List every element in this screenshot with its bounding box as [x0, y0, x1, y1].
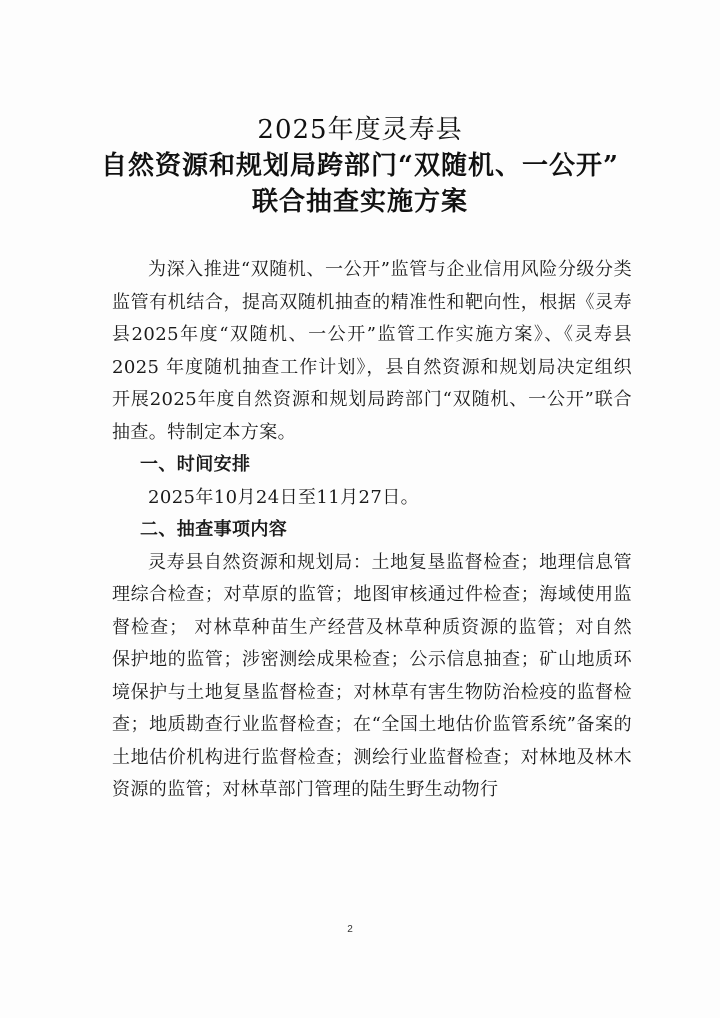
title-line-3: 联合抽查实施方案	[251, 187, 468, 217]
section-1-text: 2025年10月24日至11月27日。	[148, 486, 420, 508]
section-2-text: 灵寿县自然资源和规划局：土地复垦监督检查；地理信息管理综合检查；对草原的监管；地图审核通过件检查；海域使用监督检查； 对林草种苗生产经营及林草种质资源的监管；对自然保护地的监管；涉密测绘成果检查；公示信息抽查；矿山地质环境保护与土地复垦监督检查；对林草有害生物防治检疫的监督检查；地质勘查行业监督检查；在“全国土地估价监管系统”备案的土地估价机构进行监督检查；测绘行业监督检查；对林地及林木资源的监管；对林草部门管理的陆生野生动物行	[112, 551, 632, 800]
section-2-heading: 二、抽查事项内容	[140, 519, 288, 540]
section-1-heading: 一、时间安排	[140, 454, 251, 475]
title-line-1: 2025年度灵寿县	[257, 115, 463, 145]
title-line-2: 自然资源和规划局跨部门“双随机、一公开”	[101, 151, 619, 181]
intro-paragraph: 为深入推进“双随机、一公开”监管与企业信用风险分级分类监管有机结合，提高双随机抽查的精准性和靶向性，根据《灵寿县2025年度“双随机、一公开”监管工作实施方案》、《灵寿县 2025 年度随机抽查工作计划》，县自然资源和规划局决定组织开展2025年度自然资源和规划局跨部门“双随机、一公开”联合抽查。特制定本方案。	[112, 259, 632, 443]
document-body	[112, 254, 632, 807]
page-number: 2	[347, 924, 353, 935]
document-title	[60, 112, 660, 220]
